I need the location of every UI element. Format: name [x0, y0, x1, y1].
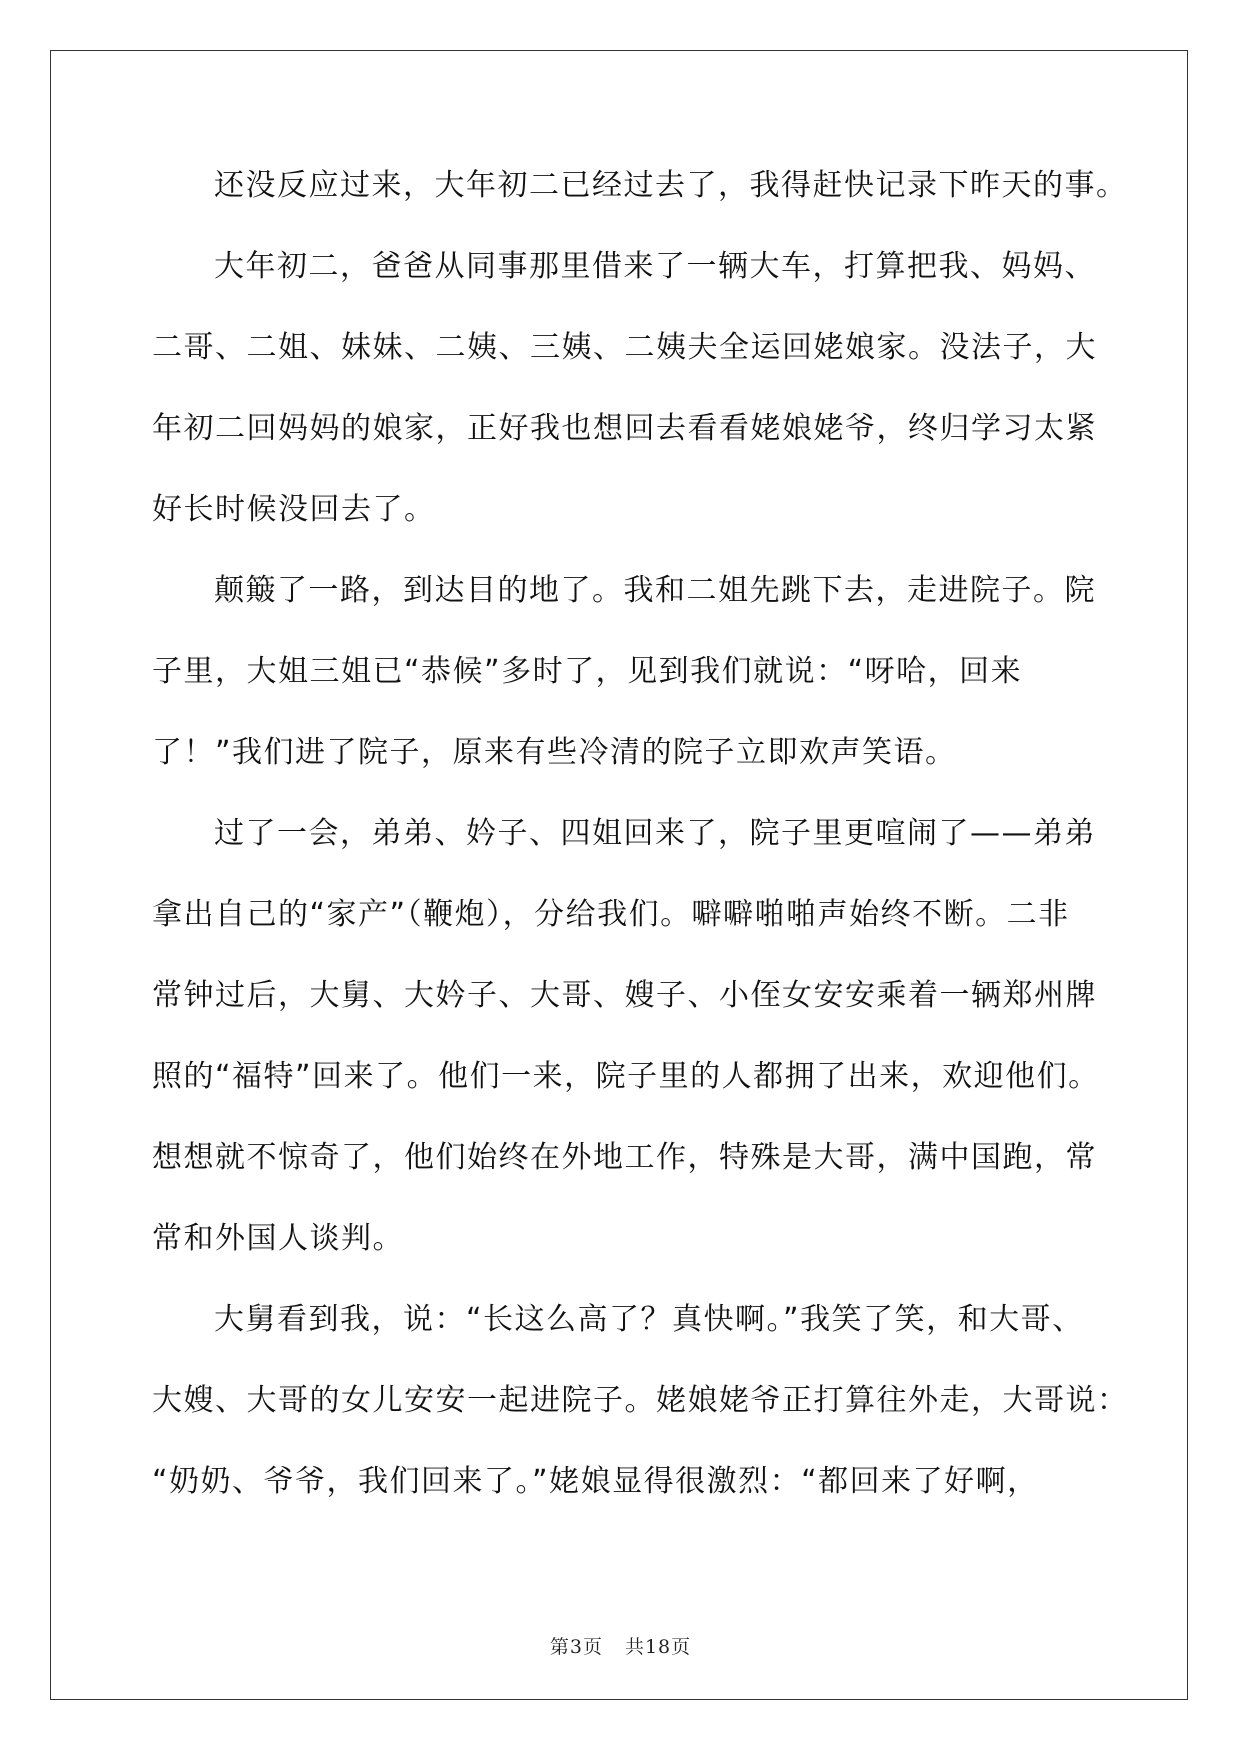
page-footer	[0, 1632, 1241, 1659]
text-line: 了！”我们进了院子，原来有些冷清的院子立即欢声笑语。	[152, 735, 957, 770]
text-line: 子里，大姐三姐已“恭候”多时了，见到我们就说：“呀哈，回来	[152, 654, 1023, 689]
text-line: 常和外国人谈判。	[152, 1221, 404, 1256]
document-body	[152, 163, 1129, 1540]
text-line: 好长时候没回去了。	[152, 492, 436, 527]
text-line: 常钟过后，大舅、大妗子、大哥、嫂子、小侄女安安乘着一辆郑州牌	[152, 978, 1097, 1013]
text-line: 大嫂、大哥的女儿安安一起进院子。姥娘姥爷正打算往外走，大哥说：	[152, 1383, 1129, 1418]
text-line: 年初二回妈妈的娘家，正好我也想回去看看姥娘姥爷，终归学习太紧	[152, 411, 1097, 446]
text-line: 照的“福特”回来了。他们一来，院子里的人都拥了出来，欢迎他们。	[152, 1059, 1100, 1094]
text-line: 大舅看到我，说：“长这么高了？真快啊。”我笑了笑，和大哥、	[214, 1302, 1084, 1337]
text-line: 大年初二，爸爸从同事那里借来了一辆大车，打算把我、妈妈、	[214, 249, 1096, 284]
text-line: “奶奶、爷爷，我们回来了。”姥娘显得很激烈：“都回来了好啊，	[152, 1464, 1039, 1499]
text-line: 还没反应过来，大年初二已经过去了，我得赶快记录下昨天的事。	[214, 168, 1128, 203]
text-line: 拿出自己的“家产”（鞭炮），分给我们。噼噼啪啪声始终不断。二非	[152, 897, 1070, 932]
total-pages: 共18页	[624, 1636, 692, 1658]
text-line: 想想就不惊奇了，他们始终在外地工作，特殊是大哥，满中国跑，常	[152, 1140, 1097, 1175]
text-line: 过了一会，弟弟、妗子、四姐回来了，院子里更喧闹了——弟弟	[214, 816, 1096, 851]
text-line: 颠簸了一路，到达目的地了。我和二姐先跳下去，走进院子。院	[214, 573, 1096, 608]
page-number: 第3页	[549, 1636, 603, 1658]
text-line: 二哥、二姐、妹妹、二姨、三姨、二姨夫全运回姥娘家。没法子，大	[152, 330, 1097, 365]
